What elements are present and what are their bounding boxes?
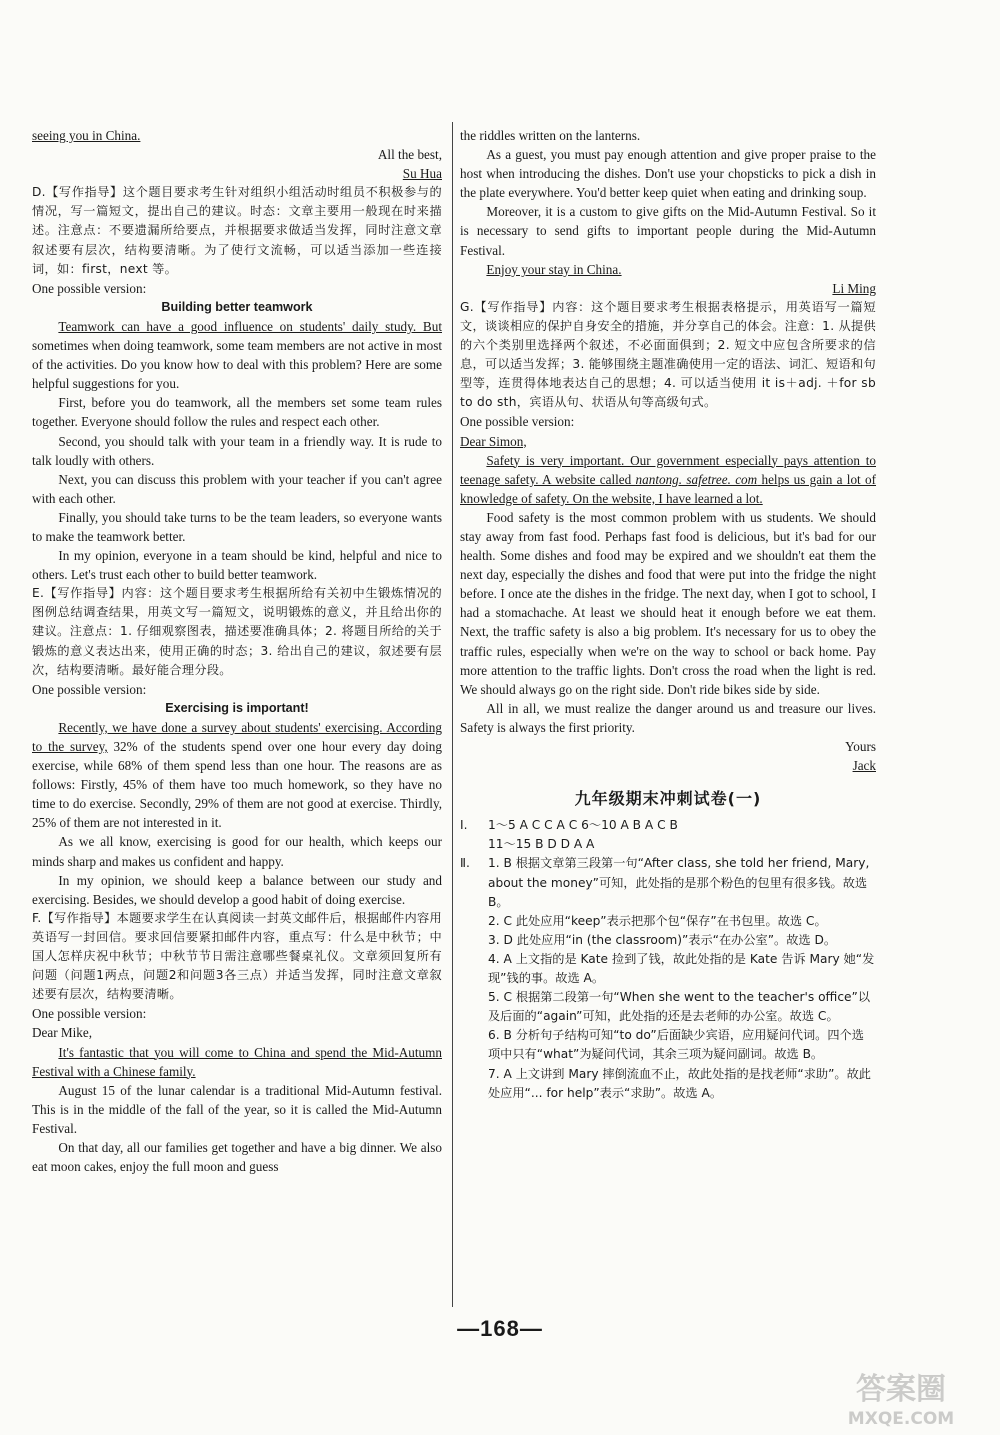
answer-row: [460, 816, 876, 835]
watermark-text: 答案圈: [856, 1372, 946, 1407]
letter-closing-line: seeing you in China.: [32, 128, 141, 143]
version-label: One possible version:: [460, 414, 575, 430]
letter-signoff: Yours: [845, 739, 876, 754]
essay-title-teamwork: Building better teamwork: [161, 299, 313, 314]
paragraph-text: helps us gain a lot of knowledge of safety. On the website, I have learned a lot.: [460, 471, 877, 506]
website-name: nantong. safetree. com: [635, 471, 758, 487]
letter-signature: Jack: [852, 758, 876, 774]
paragraph-text: sometimes when doing teamwork, some team members are not active in most of the activities. Do you know how to deal with this problem? Here are some helpful suggestions for you.: [32, 338, 442, 392]
writing-guide-e: E.【写作指导】内容：这个题目要求考生根据所给有关初中生锻炼情况的图例总结调查结果，用英文写一篇短文，说明锻炼的意义，并且给出你的建议。注意点：1. 仔细观察图表，描述要准确具体；2. 将题目所给的关于锻炼的意义表达出来，使用正确的时态；3. 给出自己的建议，叙述要有层次，结构要清晰。最好能合理分段。: [32, 586, 442, 677]
letter-signoff: All the best,: [377, 147, 442, 163]
underlined-topic-sentence: It's fantastic that you will come to China and spend the Mid-Autumn Festival with a Chinese family.: [32, 1044, 442, 1079]
essay-paragraph: All in all, we must realize the danger around us and treasure our lives. Safety is always the first priority.: [460, 700, 876, 735]
letter-signature: Li Ming: [832, 280, 876, 296]
essay-paragraph: August 15 of the lunar calendar is a traditional Mid-Autumn festival. This is in the middle of the fall of the year, so it is called the Mid-Autumn Festival.: [32, 1082, 442, 1136]
answer-explanation: 2. C 此处应用“keep”表示把那个包“保存”在书包里。故选 C。: [488, 913, 827, 928]
essay-paragraph: As we all know, exercising is good for our health, which keeps our minds sharp and makes us confident and happy.: [32, 834, 442, 869]
essay-paragraph: In my opinion, we should keep a balance between our study and exercising. Besides, we should develop a good habit of doing exercise.: [32, 872, 442, 907]
essay-paragraph: Moreover, it is a custom to give gifts on the Mid-Autumn Festival. So it is necessary to send gifts to important people during the Mid-Autumn Festival.: [460, 204, 876, 258]
answer-explanation: 4. A 上文指的是 Kate 捡到了钱，故此处指的是 Kate 告诉 Mary 她“发现”钱的事。故选 A。: [488, 951, 875, 986]
essay-paragraph: [32, 317, 442, 393]
letter-greeting: Dear Mike,: [32, 1025, 93, 1041]
essay-paragraph: the riddles written on the lanterns.: [460, 128, 641, 143]
essay-paragraph: [32, 718, 442, 833]
writing-guide-g: G.【写作指导】内容：这个题目要求考生根据表格提示，用英语写一篇短文，谈谈相应的保护自身安全的措施，并分享自己的体会。注意：1. 从提供的六个类别里选择两个叙述，不必面面俱到；2. 短文中应包含所要求的信息，可以适当发挥；3. 能够围绕主题准确使用一定的语法、词汇、短语和句型等，连贯得体地表达自己的思想；4. 可以适当使用 it is＋adj. ＋for sb to do sth，宾语从句、状语从句等高级句式。: [460, 299, 877, 410]
answer-section-2: [460, 854, 876, 1102]
letter-greeting: Dear Simon,: [460, 433, 527, 449]
answer-key-line: 1～5 A C C A C 6～10 A B A C B: [488, 818, 678, 833]
section-number: Ⅰ.: [460, 818, 468, 833]
watermark-logo: [812, 1367, 990, 1429]
essay-paragraph: On that day, all our families get together and have a big dinner. We also eat moon cakes, enjoy the full moon and guess: [32, 1139, 442, 1175]
answer-explanation: 7. A 上文讲到 Mary 摔倒流血不止，故此处指的是找老师“求助”。故此处应用“... for help”表示“求助”。故选 A。: [488, 1066, 871, 1100]
writing-guide-d: D.【写作指导】这个题目要求考生针对组织小组活动时组员不积极参与的情况，写一篇短文，提出自己的建议。时态：文章主要用一般现在时来描述。注意点：不要遗漏所给要点，并根据要求做适当发挥，同时注意文章叙述要有层次，结构要清晰。为了使行文流畅，可以适当添加一些连接词，如：first，next 等。: [32, 185, 442, 276]
version-label: One possible version:: [32, 1006, 147, 1022]
left-column: [32, 126, 442, 1176]
underlined-topic-sentence: Teamwork can have a good influence on students' daily study. But: [58, 318, 442, 334]
exam-title: 九年级期末冲刺试卷(一): [574, 789, 762, 809]
essay-paragraph: Finally, you should take turns to be the team leaders, so everyone wants to make the teamwork better.: [32, 509, 442, 544]
underlined-topic-sentence: [460, 451, 876, 508]
watermark-url: MXQE.COM: [847, 1409, 955, 1429]
section-number: Ⅱ.: [460, 856, 470, 871]
essay-paragraph: Second, you should talk with your team in a friendly way. It is rude to talk loudly with others.: [32, 433, 442, 468]
essay-title-exercising: Exercising is important!: [165, 700, 309, 715]
answer-explanation: 6. B 分析句子结构可知“to do”后面缺少宾语，应用疑问代词。四个选项中只有“what”为疑问代词，其余三项为疑问副词。故选 B。: [488, 1028, 864, 1062]
right-column: [460, 126, 876, 1103]
writing-guide-f: F.【写作指导】本题要求学生在认真阅读一封英文邮件后，根据邮件内容用英语写一封回信。要求回信要紧扣邮件内容，重点写：什么是中秋节；中国人怎样庆祝中秋节；中秋节节日需注意哪些餐桌礼仪。文章须回复所有问题（问题1两点，问题2和问题3各三点）并适当发挥，同时注意文章叙述要有层次，结构要清晰。: [32, 910, 442, 1002]
underlined-topic-sentence: Recently, we have done a survey about students' exercising. According to the survey,: [32, 719, 442, 754]
answer-explanation: 5. C 根据第二段第一句“When she went to the teacher's office”以及后面的“again”可知，此处指的还是去老师的办公室。故选 C。: [488, 990, 871, 1024]
answer-explanation: 3. D 此处应用“in (the classroom)”表示“在办公室”。故选 D。: [488, 932, 837, 947]
paragraph-text: 32% of the students spend over one hour every day doing exercise, while 68% of them spend less than one hour. The reasons are as follows: Firstly, 45% of them have too much homework, so they have no time to do exercise. Secondly, 29% of them are not good at exercise. Thirdly, 25% of them are not interested in it.: [32, 739, 442, 831]
version-label: One possible version:: [32, 280, 147, 296]
answer-row: [460, 854, 876, 911]
essay-paragraph: Food safety is the most common problem with us students. We should stay away from fast food. Perhaps fast food is delicious, but it's bad for our health. Some dishes and food may be expired and we shouldn't eat them the next day, especially the dishes and food that were put into the fridge the night before. I once ate the dishes in the fridge. The next day, when I got to school, I had a stomachache. At least we should heat it enough before we eat them. Next, the traffic safety is also a big problem. It's necessary for us to obey the traffic rules, especially when we're on the way to school or back home. Pay more attention to the traffic lights. Don't cross the road when the light is red. We should always go on the right side. Don't ride bikes side by side.: [460, 509, 876, 697]
essay-paragraph: Next, you can discuss this problem with your teacher if you can't agree with each other.: [32, 471, 442, 506]
column-divider: [452, 122, 453, 1307]
letter-closing-line: Enjoy your stay in China.: [486, 261, 622, 277]
answer-explanation: 1. B 根据文章第三段第一句“After class, she told her friend, Mary, about the money”可知，此处指的是那个粉色的包里有很多钱。故选 B。: [488, 856, 870, 909]
answer-key-line: 11～15 B D D A A: [488, 837, 595, 852]
page-number: —168—: [457, 1316, 543, 1341]
essay-paragraph: First, before you do teamwork, all the members set some team rules together. Everyone should follow the rules and respect each other.: [32, 395, 442, 430]
essay-paragraph: As a guest, you must pay enough attention and give proper praise to the host when introducing the dishes. Don't use your chopsticks to pick a dish in the plate everywhere. You'd better keep quiet when eating and drinking soup.: [460, 147, 876, 201]
answer-section-1: [460, 816, 876, 854]
paragraph-text: Safety is very important. Our government especially pays attention to teenage safety. A website called: [460, 452, 876, 487]
version-label: One possible version:: [32, 681, 147, 697]
letter-signature: Su Hua: [402, 166, 442, 182]
essay-paragraph: In my opinion, everyone in a team should be kind, helpful and nice to others. Let's trust each other to build better teamwork.: [32, 548, 442, 583]
